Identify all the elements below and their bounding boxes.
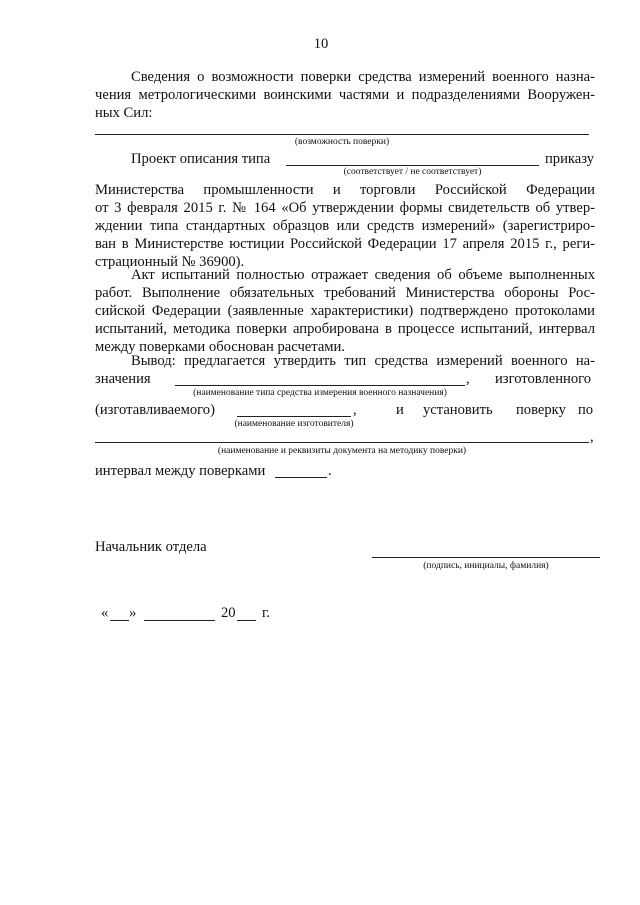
act-line-2: работ. Выполнение обязательных требований Министерства обороны Рос-: [95, 285, 595, 301]
date-year-suffix: г.: [262, 605, 270, 621]
comma-1: ,: [466, 371, 470, 387]
date-close-quote: »: [129, 605, 137, 621]
comma-3: ,: [590, 429, 594, 445]
caption-possibility: (возможность поверки): [294, 137, 390, 147]
and-word: и: [396, 402, 404, 418]
act-line-4: испытаний, методика поверки апробирована в процессе испытаний, интервал: [95, 321, 595, 337]
type-name-fill-line[interactable]: [175, 385, 465, 386]
conformity-fill-line[interactable]: [286, 165, 539, 166]
chief-label: Начальник отдела: [95, 539, 207, 555]
caption-type-name: (наименование типа средства измерения военного назначения): [193, 388, 447, 398]
interval-period: .: [328, 463, 332, 479]
project-order-word: приказу: [545, 151, 595, 167]
heading-line-2: чения метрологическими воинскими частями и подразделениями Вооружен-: [95, 87, 595, 103]
naznacheniya-word: значения: [95, 371, 151, 387]
comma-2: ,: [353, 402, 357, 418]
act-line-1: Акт испытаний полностью отражает сведения об объеме выполненных: [131, 267, 595, 283]
date-month-fill-line[interactable]: [144, 620, 215, 621]
page-number: 10: [313, 36, 329, 52]
date-open-quote: «: [101, 605, 109, 621]
poverku-word: поверку: [516, 402, 566, 418]
act-line-5: между поверками обоснован расчетами.: [95, 339, 345, 355]
caption-document: (наименование и реквизиты документа на методику поверки): [217, 446, 467, 456]
ministry-line-5: страционный № 36900).: [95, 254, 245, 270]
date-year-prefix: 20: [221, 605, 236, 621]
ministry-line-1: Министерства промышленности и торговли Российской Федерации: [95, 182, 595, 198]
caption-signature: (подпись, инициалы, фамилия): [423, 561, 549, 571]
izgotovlennogo-word: изготовленного: [495, 371, 592, 387]
ministry-line-2: от 3 февраля 2015 г. № 164 «Об утверждении формы свидетельств об утвер-: [95, 200, 595, 216]
ministry-line-4: ван в Министерстве юстиции Российской Федерации 17 апреля 2015 г., реги-: [95, 236, 595, 252]
caption-maker: (наименование изготовителя): [234, 419, 354, 429]
ustanovit-word: установить: [423, 402, 493, 418]
project-label: Проект описания типа: [131, 151, 271, 167]
document-fill-line[interactable]: [95, 442, 589, 443]
izgotavlivaemogo-word: (изготавливаемого): [95, 402, 215, 418]
act-line-3: сийской Федерации (заявленные характеристики) подтверждено протоколами: [95, 303, 595, 319]
maker-fill-line[interactable]: [237, 416, 351, 417]
date-year-fill-line[interactable]: [237, 620, 256, 621]
date-day-fill-line[interactable]: [110, 620, 129, 621]
conclusion-line: Вывод: предлагается утвердить тип средства измерений военного на-: [131, 353, 595, 369]
interval-label: интервал между поверками: [95, 463, 266, 479]
interval-fill-line[interactable]: [275, 477, 327, 478]
po-word: по: [578, 402, 594, 418]
caption-conformity: (соответствует / не соответствует): [343, 167, 482, 177]
signature-fill-line[interactable]: [372, 557, 600, 558]
possibility-fill-line[interactable]: [95, 134, 589, 135]
ministry-line-3: ждении типа стандартных образцов или средств измерений» (зарегистриро-: [95, 218, 595, 234]
heading-line-3: ных Сил:: [95, 105, 153, 121]
heading-line-1: Сведения о возможности поверки средства измерений военного назна-: [131, 69, 595, 85]
